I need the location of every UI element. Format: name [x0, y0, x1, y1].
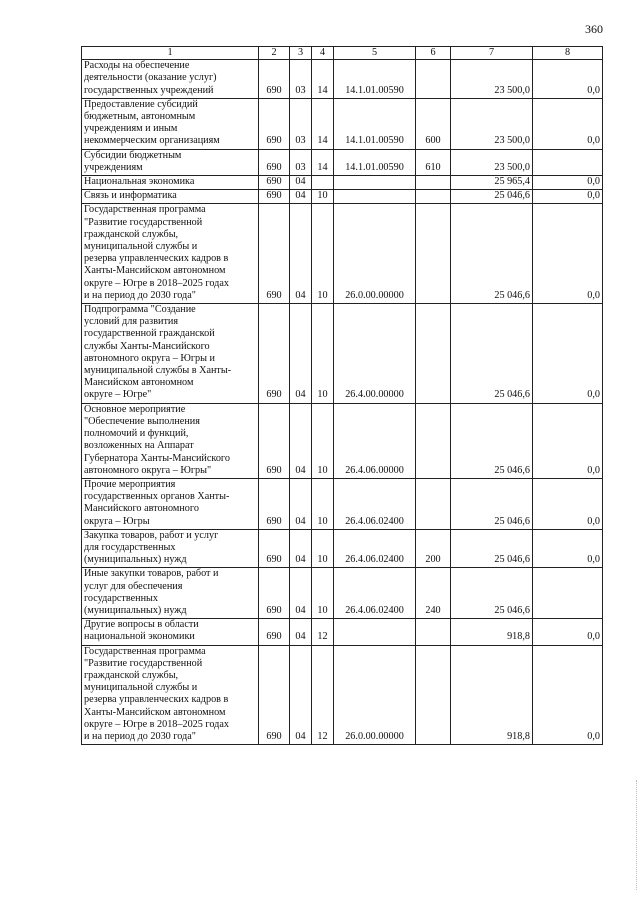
cell-subsection: 14 — [312, 60, 334, 99]
cell-subsection: 14 — [312, 149, 334, 175]
cell-expense-type — [416, 645, 451, 745]
cell-admin-code: 690 — [259, 149, 290, 175]
cell-expense-type — [416, 619, 451, 645]
cell-target-article: 14.1.01.00590 — [334, 149, 416, 175]
cell-admin-code: 690 — [259, 403, 290, 478]
cell-name: Другие вопросы в области национальной экономики — [82, 619, 259, 645]
cell-section: 04 — [290, 529, 312, 568]
cell-amount-extra: 0,0 — [533, 304, 603, 404]
cell-name: Предоставление субсидий бюджетным, автономным учреждениям и иным некоммерческим организациям — [82, 98, 259, 149]
cell-amount-extra: 0,0 — [533, 204, 603, 304]
cell-section: 04 — [290, 190, 312, 204]
cell-amount-extra: 0,0 — [533, 403, 603, 478]
cell-admin-code: 690 — [259, 619, 290, 645]
column-header: 7 — [451, 47, 533, 60]
cell-target-article: 26.4.06.02400 — [334, 568, 416, 619]
cell-target-article — [334, 619, 416, 645]
cell-name: Основное мероприятие "Обеспечение выполнения полномочий и функций, возложенных на Аппарат Губернатора Ханты-Мансийского автономного округа – Югры" — [82, 403, 259, 478]
table-row — [82, 149, 603, 175]
cell-section: 04 — [290, 568, 312, 619]
cell-subsection: 10 — [312, 478, 334, 529]
cell-admin-code: 690 — [259, 645, 290, 745]
column-header: 4 — [312, 47, 334, 60]
cell-expense-type — [416, 204, 451, 304]
cell-section: 04 — [290, 645, 312, 745]
cell-admin-code: 690 — [259, 190, 290, 204]
cell-admin-code: 690 — [259, 568, 290, 619]
table-body — [82, 47, 603, 745]
cell-target-article: 14.1.01.00590 — [334, 98, 416, 149]
cell-amount: 25 046,6 — [451, 304, 533, 404]
column-header: 6 — [416, 47, 451, 60]
cell-section: 03 — [290, 149, 312, 175]
cell-amount: 25 046,6 — [451, 529, 533, 568]
table-header-row — [82, 47, 603, 60]
cell-expense-type — [416, 478, 451, 529]
table-row — [82, 176, 603, 190]
cell-expense-type — [416, 304, 451, 404]
cell-subsection: 10 — [312, 403, 334, 478]
cell-amount: 25 046,6 — [451, 568, 533, 619]
table-row — [82, 478, 603, 529]
cell-section: 04 — [290, 619, 312, 645]
cell-amount-extra: 0,0 — [533, 60, 603, 99]
cell-subsection: 10 — [312, 304, 334, 404]
cell-amount-extra — [533, 568, 603, 619]
cell-section: 04 — [290, 204, 312, 304]
cell-subsection: 10 — [312, 529, 334, 568]
cell-target-article: 26.4.06.00000 — [334, 403, 416, 478]
cell-target-article: 26.0.00.00000 — [334, 204, 416, 304]
cell-admin-code: 690 — [259, 304, 290, 404]
cell-subsection: 12 — [312, 619, 334, 645]
table-row — [82, 619, 603, 645]
cell-admin-code: 690 — [259, 176, 290, 190]
cell-expense-type: 600 — [416, 98, 451, 149]
cell-target-article: 26.4.06.02400 — [334, 529, 416, 568]
cell-expense-type — [416, 176, 451, 190]
table-row — [82, 98, 603, 149]
cell-amount: 23 500,0 — [451, 60, 533, 99]
cell-subsection: 10 — [312, 190, 334, 204]
cell-target-article: 26.4.00.00000 — [334, 304, 416, 404]
table-row — [82, 529, 603, 568]
cell-subsection: 14 — [312, 98, 334, 149]
cell-amount-extra: 0,0 — [533, 176, 603, 190]
cell-amount: 23 500,0 — [451, 98, 533, 149]
cell-subsection — [312, 176, 334, 190]
page-number: 360 — [585, 22, 603, 36]
cell-amount-extra: 0,0 — [533, 98, 603, 149]
cell-section: 04 — [290, 403, 312, 478]
cell-subsection: 12 — [312, 645, 334, 745]
cell-target-article: 26.4.06.02400 — [334, 478, 416, 529]
cell-name: Государственная программа "Развитие государственной гражданской службы, муниципальной службы и резерва управленческих кадров в Ханты-Мансийском автономном округе – Югре в 2018–2025 годах и на период до 2030 года" — [82, 645, 259, 745]
cell-amount-extra: 0,0 — [533, 529, 603, 568]
column-header: 8 — [533, 47, 603, 60]
cell-subsection: 10 — [312, 204, 334, 304]
table-row — [82, 403, 603, 478]
cell-section: 04 — [290, 304, 312, 404]
cell-name: Национальная экономика — [82, 176, 259, 190]
cell-amount: 25 046,6 — [451, 478, 533, 529]
budget-table — [81, 46, 603, 745]
cell-amount-extra: 0,0 — [533, 478, 603, 529]
cell-section: 03 — [290, 98, 312, 149]
cell-expense-type: 610 — [416, 149, 451, 175]
table-row — [82, 568, 603, 619]
cell-amount: 23 500,0 — [451, 149, 533, 175]
cell-name: Связь и информатика — [82, 190, 259, 204]
cell-amount: 25 965,4 — [451, 176, 533, 190]
cell-target-article: 26.0.00.00000 — [334, 645, 416, 745]
cell-expense-type — [416, 403, 451, 478]
cell-expense-type — [416, 60, 451, 99]
cell-name: Расходы на обеспечение деятельности (оказание услуг) государственных учреждений — [82, 60, 259, 99]
cell-amount-extra: 0,0 — [533, 190, 603, 204]
column-header: 2 — [259, 47, 290, 60]
cell-amount-extra — [533, 149, 603, 175]
column-header: 1 — [82, 47, 259, 60]
cell-admin-code: 690 — [259, 204, 290, 304]
table-row — [82, 60, 603, 99]
cell-expense-type: 200 — [416, 529, 451, 568]
cell-expense-type — [416, 190, 451, 204]
cell-admin-code: 690 — [259, 478, 290, 529]
table-row — [82, 190, 603, 204]
cell-admin-code: 690 — [259, 98, 290, 149]
cell-target-article: 14.1.01.00590 — [334, 60, 416, 99]
cell-amount: 918,8 — [451, 619, 533, 645]
cell-amount: 25 046,6 — [451, 403, 533, 478]
cell-name: Прочие мероприятия государственных органов Ханты- Мансийского автономного округа – Югры — [82, 478, 259, 529]
cell-section: 04 — [290, 176, 312, 190]
scan-edge-mark — [636, 780, 638, 890]
cell-amount-extra: 0,0 — [533, 619, 603, 645]
cell-target-article — [334, 190, 416, 204]
cell-expense-type: 240 — [416, 568, 451, 619]
cell-subsection: 10 — [312, 568, 334, 619]
cell-amount: 25 046,6 — [451, 204, 533, 304]
cell-name: Субсидии бюджетным учреждениям — [82, 149, 259, 175]
cell-name: Закупка товаров, работ и услуг для государственных (муниципальных) нужд — [82, 529, 259, 568]
cell-admin-code: 690 — [259, 60, 290, 99]
cell-amount: 918,8 — [451, 645, 533, 745]
cell-target-article — [334, 176, 416, 190]
table-row — [82, 304, 603, 404]
cell-admin-code: 690 — [259, 529, 290, 568]
cell-amount-extra: 0,0 — [533, 645, 603, 745]
column-header: 5 — [334, 47, 416, 60]
cell-section: 03 — [290, 60, 312, 99]
table-row — [82, 645, 603, 745]
cell-name: Подпрограмма "Создание условий для развития государственной гражданской службы Ханты-Мансийского автономного округа – Югры и муниципальной службы в Ханты- Мансийском автономном округе – Югре" — [82, 304, 259, 404]
cell-amount: 25 046,6 — [451, 190, 533, 204]
cell-section: 04 — [290, 478, 312, 529]
table-row — [82, 204, 603, 304]
column-header: 3 — [290, 47, 312, 60]
cell-name: Государственная программа "Развитие государственной гражданской службы, муниципальной службы и резерва управленческих кадров в Ханты-Мансийском автономном округе – Югре в 2018–2025 годах и на период до 2030 года" — [82, 204, 259, 304]
cell-name: Иные закупки товаров, работ и услуг для обеспечения государственных (муниципальных) нужд — [82, 568, 259, 619]
